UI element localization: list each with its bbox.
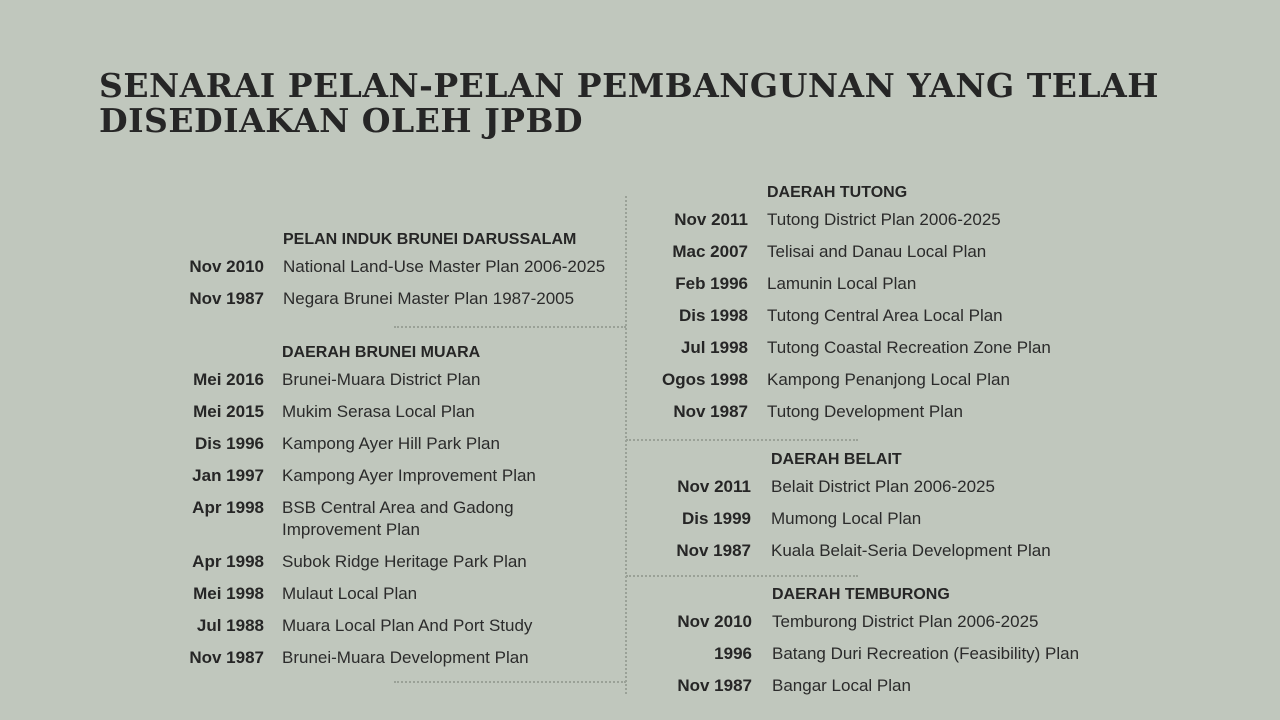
section-temburong <box>0 579 1079 707</box>
plan-row <box>0 611 1079 643</box>
section-heading: DAERAH BELAIT <box>771 451 902 468</box>
plan-date: Dis 1998 <box>679 306 748 325</box>
plan-row <box>0 273 1051 305</box>
plan-date: Nov 2010 <box>677 612 752 631</box>
plan-name: Batang Duri Recreation (Feasibility) Plan <box>772 644 1080 663</box>
plan-date: Jan 1997 <box>192 466 264 485</box>
plan-list <box>0 209 1051 433</box>
plan-date: Mei 2015 <box>193 402 264 421</box>
plan-name: Kampong Ayer Hill Park Plan <box>282 434 500 453</box>
plan-date: 1996 <box>714 644 752 663</box>
plan-row <box>0 369 1051 401</box>
plan-name: Kuala Belait-Seria Development Plan <box>771 541 1051 560</box>
section-heading: PELAN INDUK BRUNEI DARUSSALAM <box>283 231 577 248</box>
plan-name: Brunei-Muara District Plan <box>282 370 481 389</box>
divider-belait <box>626 575 858 577</box>
plan-date: Nov 1987 <box>677 676 752 695</box>
plan-name: Negara Brunei Master Plan 1987-2005 <box>283 289 575 308</box>
plan-name: Tutong Central Area Local Plan <box>767 306 1003 325</box>
plan-date: Jul 1988 <box>196 616 264 635</box>
plan-row <box>0 508 1051 540</box>
plan-date: Nov 2010 <box>189 257 264 276</box>
page-title: SENARAI PELAN-PELAN PEMBANGUNAN YANG TELAH DISEDIAKAN OLEH JPBD <box>99 66 1159 140</box>
plan-date: Nov 2011 <box>677 477 751 496</box>
plan-name: Muara Local Plan And Port Study <box>282 616 533 635</box>
plan-date: Nov 1987 <box>676 541 751 560</box>
plan-date: Apr 1998 <box>192 498 264 517</box>
divider-tutong <box>626 439 858 441</box>
section-tutong <box>0 177 1051 433</box>
plan-name: Tutong District Plan 2006-2025 <box>767 210 1001 229</box>
plan-name: Mukim Serasa Local Plan <box>282 402 475 421</box>
plan-date: Mei 1998 <box>193 584 264 603</box>
plan-list <box>0 476 1051 572</box>
plan-date: Jul 1998 <box>680 338 748 357</box>
plan-row <box>0 305 1051 337</box>
plan-date: Nov 1987 <box>673 402 748 421</box>
section-heading: DAERAH TUTONG <box>767 184 908 201</box>
plan-list <box>0 611 1079 707</box>
plan-row <box>0 337 1051 369</box>
plan-name: Brunei-Muara Development Plan <box>282 648 529 667</box>
plan-row <box>0 476 1051 508</box>
plan-name: Subok Ridge Heritage Park Plan <box>282 552 527 571</box>
plan-name: Lamunin Local Plan <box>767 274 917 293</box>
plan-name: Bangar Local Plan <box>772 676 911 695</box>
plan-name: Kampong Ayer Improvement Plan <box>282 466 536 485</box>
plan-name: National Land-Use Master Plan 2006-2025 <box>283 257 606 276</box>
plan-date: Apr 1998 <box>192 552 264 571</box>
plan-date: Dis 1999 <box>682 509 751 528</box>
plan-name: Belait District Plan 2006-2025 <box>771 477 995 496</box>
plan-name: Temburong District Plan 2006-2025 <box>772 612 1039 631</box>
plan-name: Telisai and Danau Local Plan <box>767 242 987 261</box>
plan-row <box>0 643 1079 675</box>
plan-date: Feb 1996 <box>675 274 748 293</box>
plan-name: Tutong Development Plan <box>767 402 963 421</box>
plan-name: Kampong Penanjong Local Plan <box>767 370 1010 389</box>
plan-row <box>0 675 1079 707</box>
plan-name: Mumong Local Plan <box>771 509 922 528</box>
plan-date: Nov 2011 <box>674 210 748 229</box>
section-heading: DAERAH BRUNEI MUARA <box>282 344 481 361</box>
plan-date: Dis 1996 <box>195 434 264 453</box>
plan-date: Mac 2007 <box>672 242 748 261</box>
plan-row <box>0 241 1051 273</box>
plan-name: Tutong Coastal Recreation Zone Plan <box>767 338 1051 357</box>
plan-name: BSB Central Area and Gadong Improvement Plan <box>282 498 514 539</box>
section-belait <box>0 444 1051 572</box>
plan-date: Mei 2016 <box>193 370 264 389</box>
plan-date: Ogos 1998 <box>662 370 748 389</box>
plan-row <box>0 401 1051 433</box>
plan-name: Mulaut Local Plan <box>282 584 418 603</box>
plan-row <box>0 209 1051 241</box>
section-heading: DAERAH TEMBURONG <box>772 586 950 603</box>
plan-date: Nov 1987 <box>189 648 264 667</box>
plan-row <box>0 540 1051 572</box>
plan-date: Nov 1987 <box>189 289 264 308</box>
